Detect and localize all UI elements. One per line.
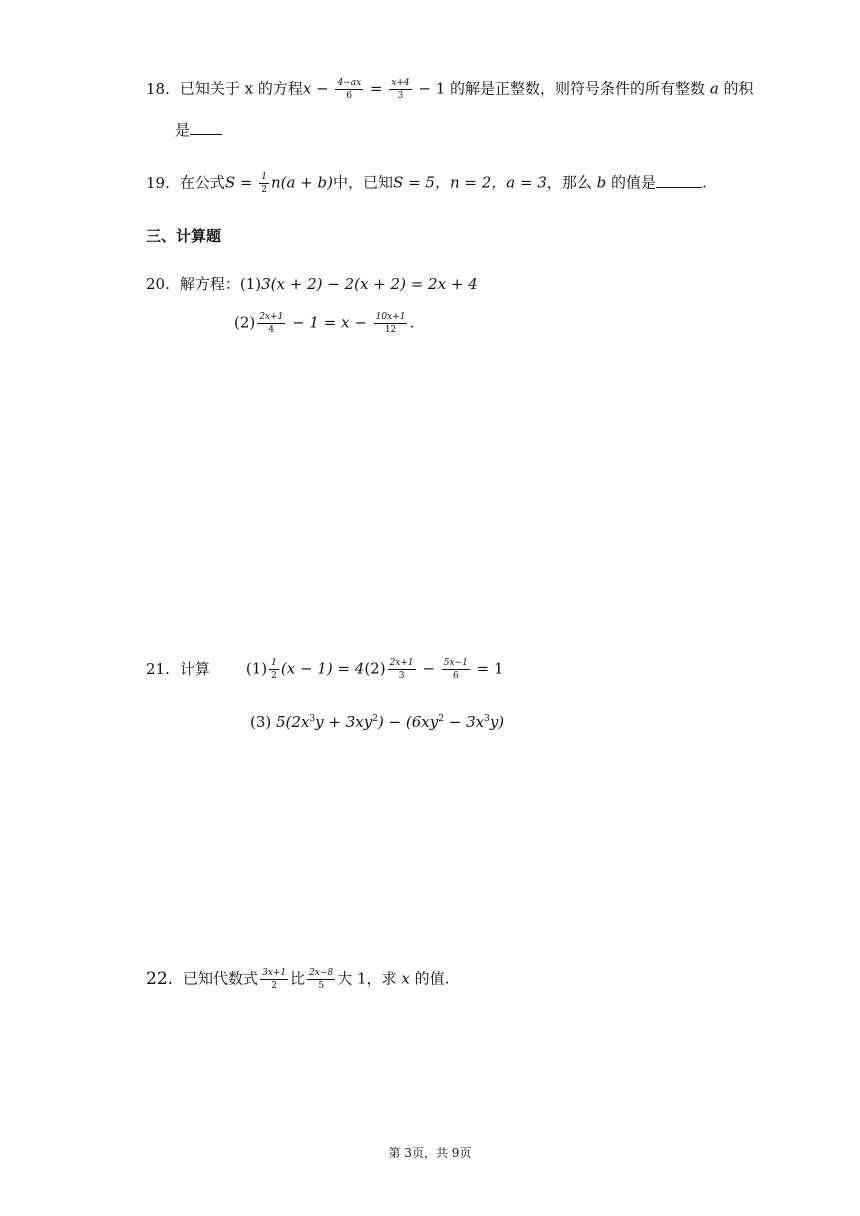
question-text: 已知关于 x 的方程 — [179, 79, 303, 98]
question-19 — [146, 172, 707, 195]
question-22 — [146, 968, 449, 991]
math-op: . — [409, 313, 415, 332]
math-expr: ) − (6xy — [377, 713, 439, 731]
exponent: 2 — [372, 714, 378, 724]
math-expr: (x − 1) = 4 — [280, 659, 365, 678]
part-tag: (2) — [234, 313, 256, 332]
fraction-numerator: 1 — [261, 172, 267, 182]
fraction — [389, 78, 411, 101]
question-text: 的值. — [409, 969, 450, 988]
part-tag: (1) — [239, 275, 262, 293]
fraction — [307, 968, 335, 991]
fraction-denominator: 2 — [271, 981, 277, 991]
question-text: 的值是 — [606, 173, 657, 192]
fraction-denominator: 6 — [452, 671, 459, 681]
math-var: x — [401, 969, 410, 988]
fraction-numerator: 5x−1 — [443, 658, 468, 668]
math-op: = — [235, 173, 258, 192]
section-title: 三、计算题 — [146, 227, 222, 245]
question-text: 中，已知 — [333, 173, 394, 192]
question-number: 20. — [146, 275, 170, 293]
math-expr: n(a + b) — [271, 173, 334, 192]
fraction-numerator: 2x+1 — [259, 312, 284, 322]
question-number: 18. — [146, 79, 170, 98]
question-text: 已知代数式 — [183, 969, 259, 988]
question-18-line2 — [175, 120, 222, 140]
question-text: 大 1，求 — [337, 969, 402, 988]
question-label: 解方程： — [179, 275, 240, 293]
math-op: − — [417, 659, 440, 678]
exponent: 2 — [438, 714, 444, 724]
fraction-numerator: 1 — [271, 658, 277, 668]
math-equation: 3(x + 2) − 2(x + 2) = 2x + 4 — [261, 275, 478, 293]
math-expr: S = 5，n = 2，a = 3 — [393, 173, 547, 192]
fraction-numerator: 4−ax — [337, 78, 362, 88]
fraction-numerator: 10x+1 — [375, 312, 406, 322]
exponent: 3 — [309, 714, 316, 724]
part-tag: (1) — [245, 659, 268, 678]
fraction — [374, 312, 408, 335]
math-expr: − 1 = x − — [287, 313, 372, 332]
question-text: 的积 — [718, 79, 754, 98]
answer-blank[interactable] — [656, 173, 702, 188]
page-footer: 第 3页，共 9页 — [388, 1146, 472, 1160]
fraction — [335, 78, 363, 101]
math-expr: y) — [489, 713, 505, 731]
fraction — [259, 172, 269, 195]
question-21 — [146, 658, 504, 681]
question-18 — [146, 78, 754, 101]
question-text: 是 — [175, 121, 191, 139]
math-var: a — [709, 79, 719, 98]
question-number: 22. — [146, 968, 174, 989]
math-op: − 1 — [413, 79, 446, 98]
fraction-denominator: 2 — [261, 185, 267, 195]
math-expr: y + 3xy — [315, 713, 373, 731]
math-expr: 5(2x — [276, 713, 310, 731]
fraction-numerator: 2x−8 — [309, 968, 334, 978]
fraction-denominator: 5 — [318, 981, 325, 991]
question-number: 19. — [146, 173, 170, 192]
fraction — [269, 658, 279, 681]
fraction-denominator: 4 — [268, 325, 275, 335]
fraction — [442, 658, 470, 681]
question-20 — [146, 274, 478, 294]
fraction-denominator: 12 — [384, 325, 397, 335]
question-21-part3 — [250, 712, 504, 732]
math-op: = 1 — [471, 659, 504, 678]
math-var: S — [224, 173, 236, 192]
fraction — [257, 312, 285, 335]
part-tag: (3) — [250, 713, 277, 731]
fraction-numerator: x+4 — [391, 78, 410, 88]
question-20-part2 — [234, 312, 414, 335]
math-var: x — [302, 79, 312, 98]
math-var: b — [596, 173, 607, 192]
question-text: 的解是正整数，则符号条件的所有整数 — [445, 79, 710, 98]
math-op: − — [311, 79, 334, 98]
math-op: = — [365, 79, 388, 98]
fraction-denominator: 3 — [398, 671, 405, 681]
fraction-denominator: 6 — [346, 91, 353, 101]
question-label: 计算 — [179, 659, 210, 678]
question-text: 在公式 — [179, 173, 225, 192]
question-text: 比 — [290, 969, 306, 988]
exponent: 3 — [484, 714, 490, 724]
question-text: . — [702, 173, 707, 192]
math-expr: − 3x — [443, 713, 485, 731]
fraction — [260, 968, 288, 991]
question-number: 21. — [146, 659, 170, 678]
fraction-numerator: 3x+1 — [262, 968, 287, 978]
part-tag: (2) — [364, 659, 386, 678]
fraction-numerator: 2x+1 — [389, 658, 414, 668]
fraction-denominator: 3 — [397, 91, 404, 101]
question-text: ，那么 — [546, 173, 597, 192]
answer-blank[interactable] — [190, 120, 222, 135]
fraction-denominator: 2 — [271, 671, 277, 681]
fraction — [388, 658, 416, 681]
